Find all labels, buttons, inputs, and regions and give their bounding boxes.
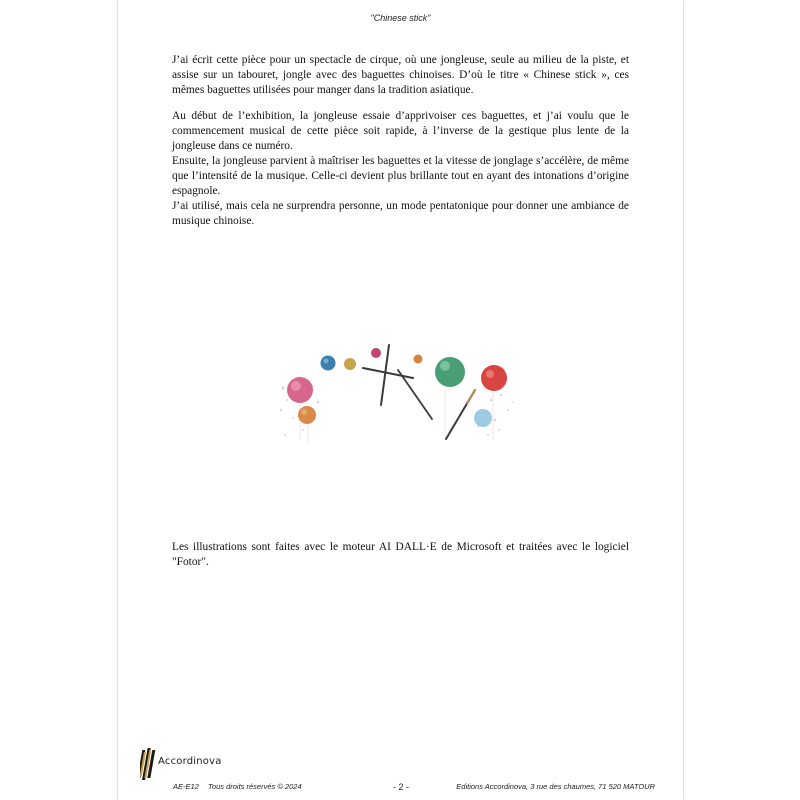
page-footer bbox=[118, 782, 683, 794]
juggling-balls-chopsticks-icon bbox=[273, 340, 523, 450]
paragraph-exhibition bbox=[172, 109, 629, 199]
paragraph-text: J’ai écrit cette pièce pour un spectacle de cirque, où une jongleuse, seule au milieu de la piste, et assise sur un tabouret, jongle avec des baguettes chinoises. D’où le titre « Chinese stick », ces mêmes baguettes utilisées pour manger dans la tradition asiatique. bbox=[172, 54, 629, 96]
illustration-caption bbox=[172, 540, 629, 570]
paragraph-pentatonic bbox=[172, 199, 629, 229]
footer-editor: Editions Accordinova, 3 rue des chaumes, 71 520 MATOUR bbox=[456, 782, 655, 791]
document-page bbox=[117, 0, 684, 800]
paragraph-intro bbox=[172, 53, 629, 98]
paragraph-text: Ensuite, la jongleuse parvient à maîtriser les baguettes et la vitesse de jonglage s’accélère, de même que l’intensité de la musique. Celle-ci devient plus brillante tout en ayant des intonations d’origine espagnole. bbox=[172, 155, 629, 197]
paragraph-text: Les illustrations sont faites avec le moteur AI DALL·E de Microsoft et traitées avec le logiciel "Fotor". bbox=[172, 541, 629, 568]
logo bbox=[140, 746, 222, 782]
logo-text: Accordinova bbox=[158, 756, 222, 767]
paragraph-text: J’ai utilisé, mais cela ne surprendra personne, un mode pentatonique pour donner une ambiance de musique chinoise. bbox=[172, 200, 629, 227]
footer-rights: Tous droits réservés © 2024 bbox=[208, 782, 302, 791]
paragraph-text: Au début de l’exhibition, la jongleuse essaie d’apprivoiser ces baguettes, et j’ai voulu que le commencement musical de cette pièce soit rapide, à l’inverse de la gestique plus lente de la jongleuse dans ce numéro. bbox=[172, 110, 629, 152]
footer-code: AE-E12 bbox=[173, 782, 199, 791]
page-header: "Chinese stick" bbox=[370, 13, 431, 23]
page-number: - 2 - bbox=[393, 782, 410, 792]
